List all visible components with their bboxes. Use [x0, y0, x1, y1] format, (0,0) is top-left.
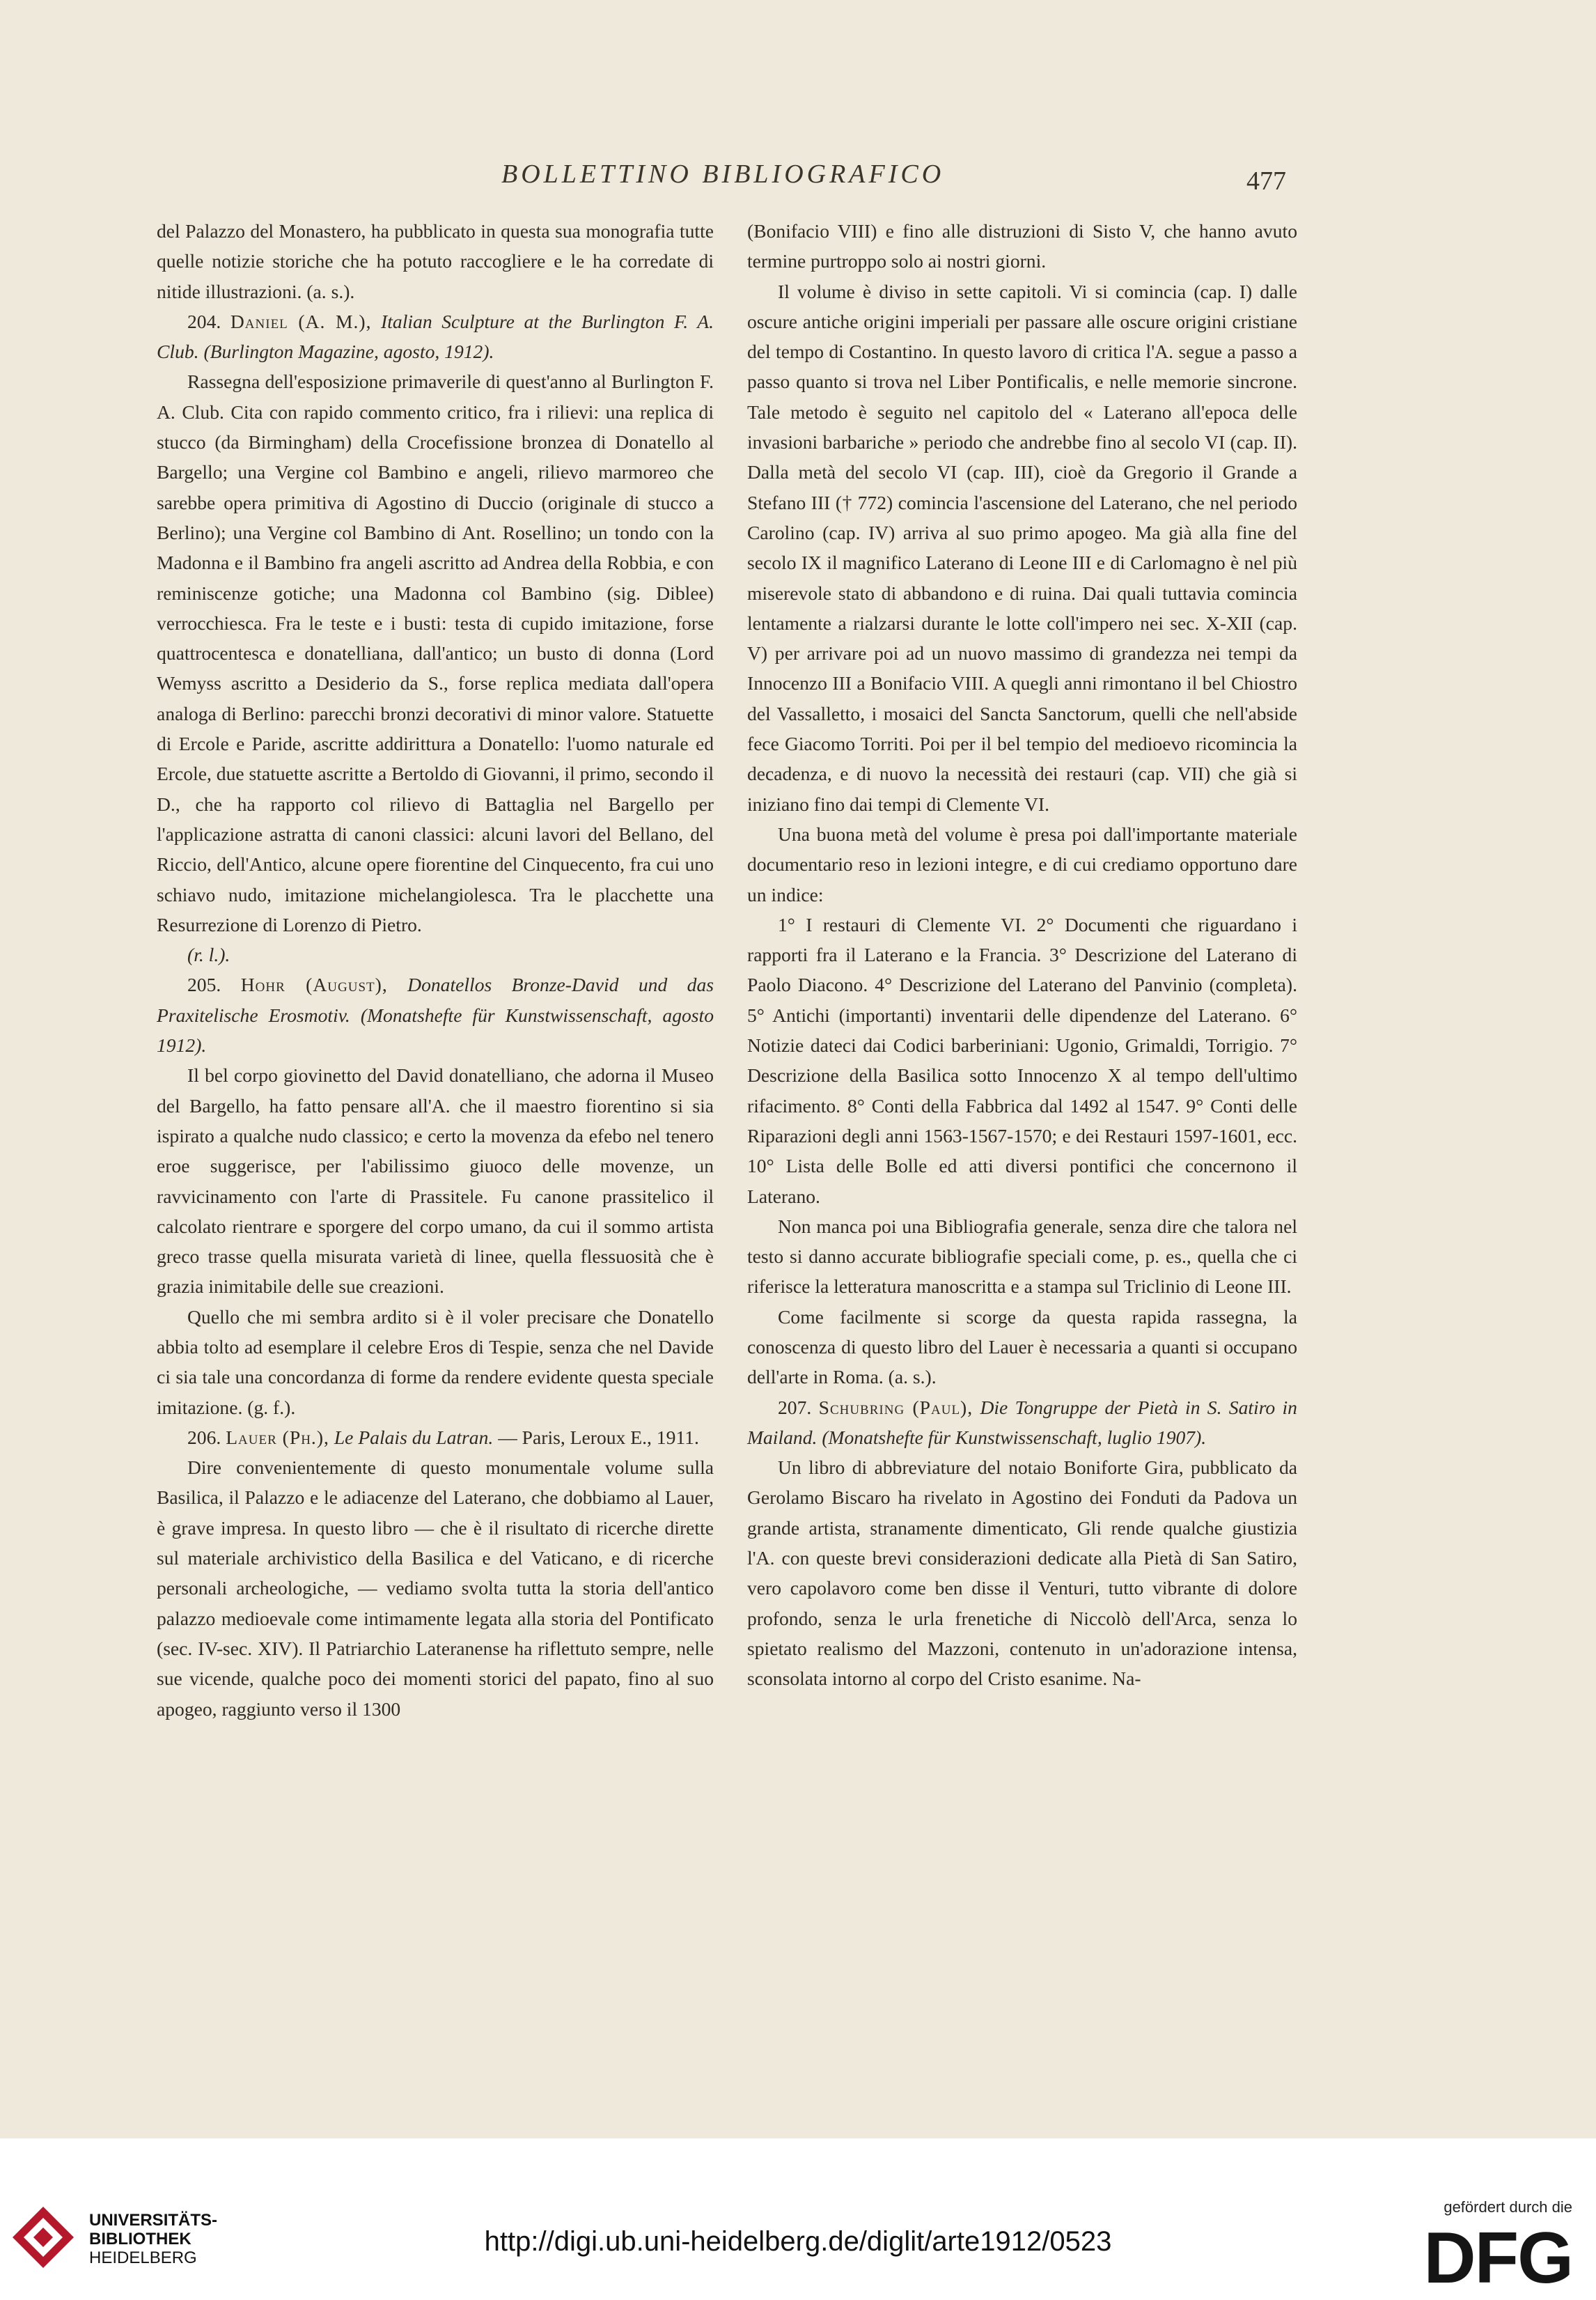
entry-source: (Monatshefte für Kunstwissenschaft, luglio 1907).: [822, 1426, 1207, 1448]
entry-207: [747, 1392, 1297, 1453]
entry-author: Lauer (Ph.),: [226, 1426, 329, 1448]
entry-title: Italian Sculpture at the Burlington F. A. Club.: [157, 310, 714, 363]
page-number: 477: [1246, 166, 1286, 196]
entry-206: [157, 1422, 714, 1452]
paragraph: Rassegna dell'esposizione primaverile di quest'anno al Burlington F. A. Club. Cita con rapido commento critico, fra i rilievi: una replica di stucco (da Birmingham) della Crocefissione bronzea di Donatello al Bargello; una Vergine col Bambino e angeli, rilievo marmoreo che sarebbe opera primitiva di Agostino di Duccio (originale di stucco a Berlino); una Vergine col Bambino di Ant. Rosellino; un tondo con la Madonna e il Bambino fra angeli ascritto ad Andrea della Robbia, e con reminiscenze gotiche; una Madonna col Bambino (sig. Diblee) verrocchiesca. Fra le teste e i busti: testa di cupido imitazione, forse quattrocentesca e donatelliana, dall'antico; un busto di donna (Lord Wemyss ascritto a Desiderio da S., forse replica mediata dall'opera analoga di Berlino: parecchi bronzi decorativi di minor valore. Statuette di Ercole e Paride, ascritte addirittura a Donatello: l'uomo naturale ed Ercole, due statuette ascritte a Bertoldo di Giovanni, il primo, secondo il D., che ha rapporto col rilievo di Battaglia nel Bargello per l'applicazione astratta di canoni classici: alcuni lavori del Bellano, del Riccio, dell'Antico, alcune opere fiorentine del Cinquecento, fra cui uno schiavo nudo, imitazione michelangiolesca. Tra le placchette una Resurrezione di Lorenzo di Pietro.: [157, 371, 714, 935]
library-name-line: UNIVERSITÄTS-: [89, 2211, 218, 2230]
entry-title: Die Tongruppe der Pietà in S. Satiro in Mailand.: [747, 1396, 1297, 1448]
paragraph: (Bonifacio VIII) e fino alle distruzioni di Sisto V, che hanno avuto termine purtroppo solo ai nostri giorni.: [747, 220, 1297, 272]
library-name-line: BIBLIOTHEK: [89, 2230, 191, 2248]
entry-number: 205.: [187, 974, 221, 996]
dfg-logo: DFG: [1423, 2218, 1572, 2299]
entry-source: (Monatshefte für Kunstwissenschaft, agosto 1912).: [157, 1004, 714, 1057]
funding-caption: gefördert durch die: [1444, 2198, 1572, 2216]
paragraph: 1° I restauri di Clemente VI. 2° Documenti che riguardano i rapporti fra il Laterano e la Francia. 3° Descrizione del Laterano di Paolo Diacono. 4° Descrizione del Laterano del Panvinio (completa). 5° Antichi (importanti) inventarii delle dipendenze del Laterano. 6° Notizie dateci dai Codici barberiniani: Ugonio, Grimaldi, Torrigio. 7° Descrizione della Basilica sotto Innocenzo X al tempo dell'ultimo rifacimento. 8° Conti della Fabbrica dal 1492 al 1547. 9° Conti delle Riparazioni degli anni 1563-1567-1570; e dei Restauri 1597-1601, ecc. 10° Lista delle Bolle ed atti diversi pontifici che concernono il Laterano.: [747, 913, 1297, 1207]
paragraph: Il bel corpo giovinetto del David donatelliano, che adorna il Museo del Bargello, ha fatto pensare all'A. che il maestro fiorentino si sia ispirato a qualche nudo classico; e certo la movenza da efebo nel tenero eroe suggerisce, per l'abilissimo giuoco delle movenze, un ravvicinamento con l'arte di Prassitele. Fu canone prassitelico il calcolato rientrare e sporgere del corpo umano, da cui il sommo artista greco trasse quella misurata varietà di linee, quella flessuosità che è grazia inimitabile delle sue creazioni.: [157, 1064, 714, 1298]
entry-author: Daniel (A. M.),: [230, 310, 372, 332]
paragraph: Il volume è diviso in sette capitoli. Vi si comincia (cap. I) dalle oscure antiche origini imperiali per passare alle oscure origini cristiane del tempo di Costantino. In questo lavoro di critica l'A. segue a passo a passo quanto si trova nel Liber Pontificalis, e nelle memorie sincrone. Tale metodo è seguito nel capitolo del « Laterano all'epoca delle invasioni barbariche » periodo che andrebbe fino al secolo VI (cap. II). Dalla metà del secolo VI (cap. III), cioè da Gregorio il Grande a Stefano III († 772) comincia l'ascensione del Laterano, che nel periodo Carolino (cap. IV) arriva al suo primo apogeo. Ma già alla fine del secolo IX il magnifico Laterano di Leone III e di Carlomagno è nel più miserevole stato di abbandono e di ruina. Dai quali tuttavia comincia lentamente a rialzarsi durante le lotte coll'impero nei sec. X-XII (cap. V) per arrivare poi ad un nuovo massimo di grandezza nei tempi da Innocenzo III a Bonifacio VIII. A quegli anni rimontano il bel Chiostro del Vassalletto, i mosaici del Sancta Sanctorum, quelli che nell'abside fece Giacomo Torriti. Poi per il bel tempio del medioevo ricomincia la decadenza, e di nuovo la necessità dei restauri (cap. VII) che già si iniziano fino dai tempi di Clemente VI.: [747, 280, 1297, 815]
entry-title: Donatellos Bronze-David und das Praxitelische Erosmotiv.: [157, 974, 714, 1026]
reviewer-signature: (r. l.).: [187, 944, 230, 966]
paragraph: Non manca poi una Bibliografia generale, senza dire che talora nel testo si danno accurate bibliografie speciali come, p. es., quella che ci riferisce la letteratura manoscritta e a stampa sul Triclinio di Leone III.: [747, 1215, 1297, 1298]
entry-number: 204.: [187, 310, 221, 332]
paragraph: Una buona metà del volume è presa poi dall'importante materiale documentario reso in lezioni integre, e di cui crediamo opportuno dare un indice:: [747, 823, 1297, 906]
source-url-link[interactable]: http://digi.ub.uni-heidelberg.de/diglit/arte1912/0523: [484, 2226, 1112, 2257]
entry-source: — Paris, Leroux E., 1911.: [498, 1426, 699, 1448]
entry-title: Le Palais du Latran.: [334, 1426, 494, 1448]
paragraph: del Palazzo del Monastero, ha pubblicato in questa sua monografia tutte quelle notizie storiche che ha potuto raccogliere e le ha corredate di nitide illustrazioni. (a. s.).: [157, 220, 714, 302]
paragraph: Dire convenientemente di questo monumentale volume sulla Basilica, il Palazzo e le adiacenze del Laterano, che dobbiamo al Lauer, è grave impresa. In questo libro — che è il risultato di ricerche dirette sul materiale archivistico della Basilica e del Vaticano, e di ricerche personali archeologiche, — vediamo svolta tutta la storia dell'antico palazzo medioevale come intimamente legata alla storia del Pontificato (sec. IV-sec. XIV). Il Patriarchio Lateranense ha riflettuto sempre, nelle sue vicende, qualche poco dei momenti storici del papato, fino al suo apogeo, raggiunto verso il 1300: [157, 1456, 714, 1720]
running-title: BOLLETTINO BIBLIOGRAFICO: [501, 160, 945, 189]
entry-number: 206.: [187, 1426, 221, 1448]
paragraph: Come facilmente si scorge da questa rapida rassegna, la conoscenza di questo libro del Lauer è necessaria a quanti si occupano dell'arte in Roma. (a. s.).: [747, 1305, 1297, 1388]
running-head: [0, 159, 1596, 201]
left-column: [157, 216, 714, 1724]
entry-204: [157, 306, 714, 367]
entry-author: Hohr (August),: [240, 974, 388, 996]
entry-source: (Burlington Magazine, agosto, 1912).: [203, 341, 494, 363]
right-column: [747, 216, 1297, 1694]
paragraph: Un libro di abbreviature del notaio Boniforte Gira, pubblicato da Gerolamo Biscaro ha rivelato in Agostino dei Fonduti da Padova un grande artista, stranamente dimenticato, Gli rende qualche giustizia l'A. con queste brevi considerazioni dedicate alla Pietà di San Satiro, vero capolavoro come ben disse il Venturi, tutto vibrante di dolore profondo, senza le urla frenetiche di Niccolò dell'Arca, senza lo spietato realismo del Mazzoni, contenuto in un'adorazione intensa, sconsolata intorno al corpo del Cristo esanime. Na-: [747, 1456, 1297, 1690]
paragraph: Quello che mi sembra ardito si è il voler precisare che Donatello abbia tolto ad esemplare il celebre Eros di Tespie, senza che nel Davide ci sia tale una concordanza di forme da rendere evidente questa speciale imitazione. (g. f.).: [157, 1305, 714, 1418]
entry-205: [157, 970, 714, 1060]
digitization-footer: [0, 2138, 1596, 2300]
library-name-line: HEIDELBERG: [89, 2248, 197, 2267]
entry-author: Schubring (Paul),: [818, 1396, 973, 1418]
entry-number: 207.: [778, 1396, 812, 1418]
